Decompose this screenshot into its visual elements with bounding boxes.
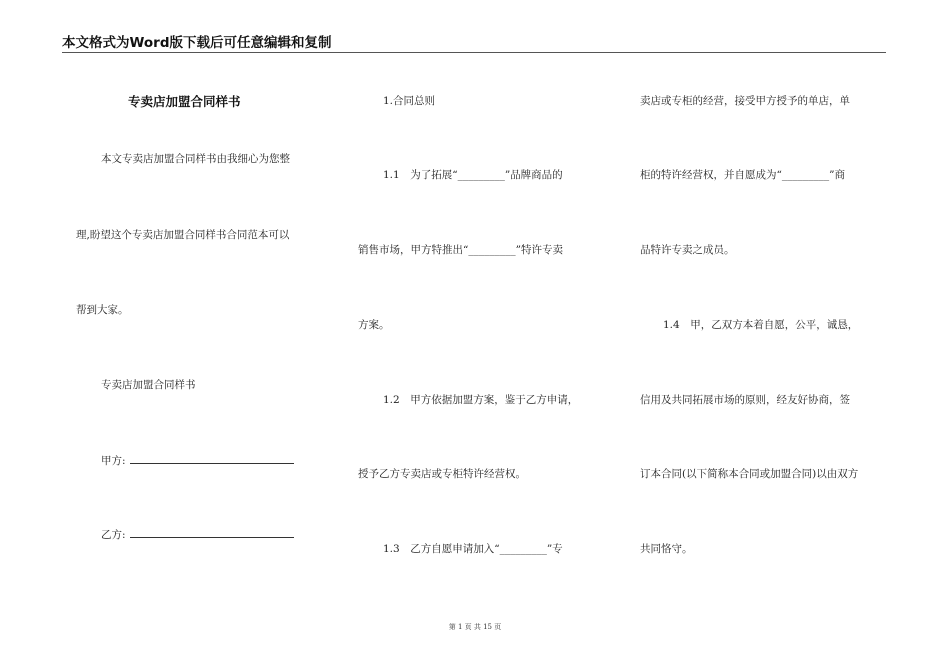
intro-line-3: 帮到大家。 [76,304,129,316]
party-a-blank [130,453,294,464]
intro-line-1: 本文专卖店加盟合同样书由我细心为您整 [101,153,290,165]
clause-1-3-line-4: 品特许专卖之成员。 [640,244,735,256]
clause-1-4-line-3: 订本合同(以下简称本合同或加盟合同)以由双方 [640,468,859,480]
clause-1-4-line-1: 1.4 甲，乙双方本着自愿，公平，诚恳， [663,319,859,331]
contract-subtitle: 专卖店加盟合同样书 [101,379,196,391]
clause-1-1-line-1: 1.1 为了拓展“_________”品牌商品的 [383,169,563,181]
clause-1-4-line-4: 共同恪守。 [640,543,693,555]
clause-1-2-line-1: 1.2 甲方依据加盟方案，鉴于乙方申请， [383,394,579,406]
party-a-label: 甲方: [101,455,126,467]
clause-1-1-line-2: 销售市场，甲方特推出“_________”特许专卖 [358,244,563,256]
document-title: 专卖店加盟合同样书 [128,94,241,109]
clause-1-3-line-2: 卖店或专柜的经营，接受甲方授予的单店，单 [640,95,850,107]
clause-1-1-line-3: 方案。 [358,319,390,331]
clause-1-3-line-3: 柜的特许经营权，并自愿成为“_________”商 [640,169,845,181]
party-a-line [101,453,294,468]
header-rule [62,52,886,53]
clause-1-2-line-2: 授予乙方专卖店或专柜特许经营权。 [358,468,526,480]
section-heading: 1.合同总则 [383,95,436,107]
clause-1-4-line-2: 信用及共同拓展市场的原则，经友好协商，签 [640,394,850,406]
party-b-label: 乙方: [101,529,126,541]
document-header: 本文格式为Word版下载后可任意编辑和复制 [62,35,332,51]
clause-1-3-line-1: 1.3 乙方自愿申请加入“_________”专 [383,543,563,555]
party-b-line [101,527,294,542]
page-footer: 第 1 页 共 15 页 [448,623,502,631]
party-b-blank [130,527,294,538]
intro-line-2: 理,盼望这个专卖店加盟合同样书合同范本可以 [76,229,290,241]
